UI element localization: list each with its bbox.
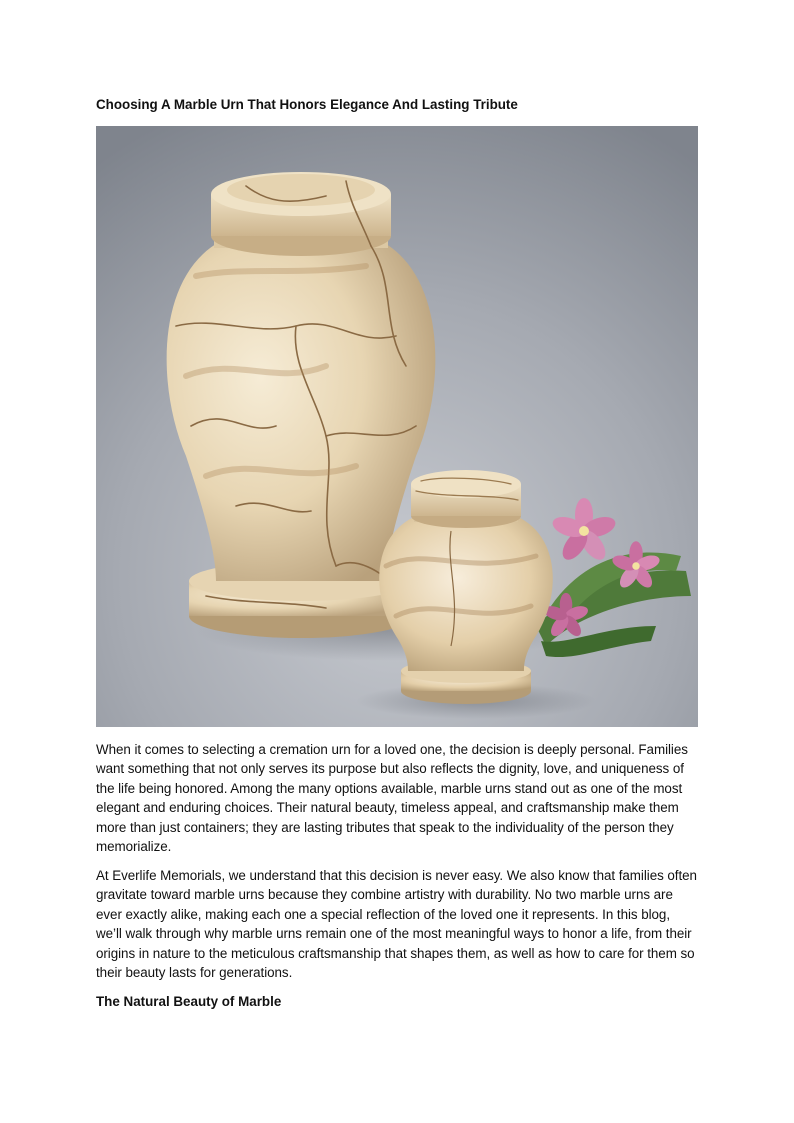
intro-paragraph: When it comes to selecting a cremation urn for a loved one, the decision is deeply personal. Families want something that not only serves its purpose but also reflects the dignity, love, and uniqueness of the life being honored. Among the many options available, marble urns stand out as one of the most elegant and enduring choices. Their natural beauty, timeless appeal, and craftsmanship make them more than just containers; they are lasting tributes that speak to the individuality of the person they memorialize. [96,742,688,855]
company-paragraph: At Everlife Memorials, we understand that this decision is never easy. We also know that families often gravitate toward marble urns because they combine artistry with durability. No two marble urns are ever exactly alike, making each one a special reflection of the loved one it represents. In this blog, we’ll walk through why marble urns remain one of the most meaningful ways to honor a life, from their origins in nature to the meticulous craftsmanship that shapes them, as well as how to care for them so their beauty lasts for generations. [96,868,697,981]
urns-illustration [96,126,698,727]
section-heading: The Natural Beauty of Marble [96,994,282,1009]
page-title: Choosing A Marble Urn That Honors Elegance And Lasting Tribute [96,97,518,112]
marble-urns-photo [96,126,698,727]
